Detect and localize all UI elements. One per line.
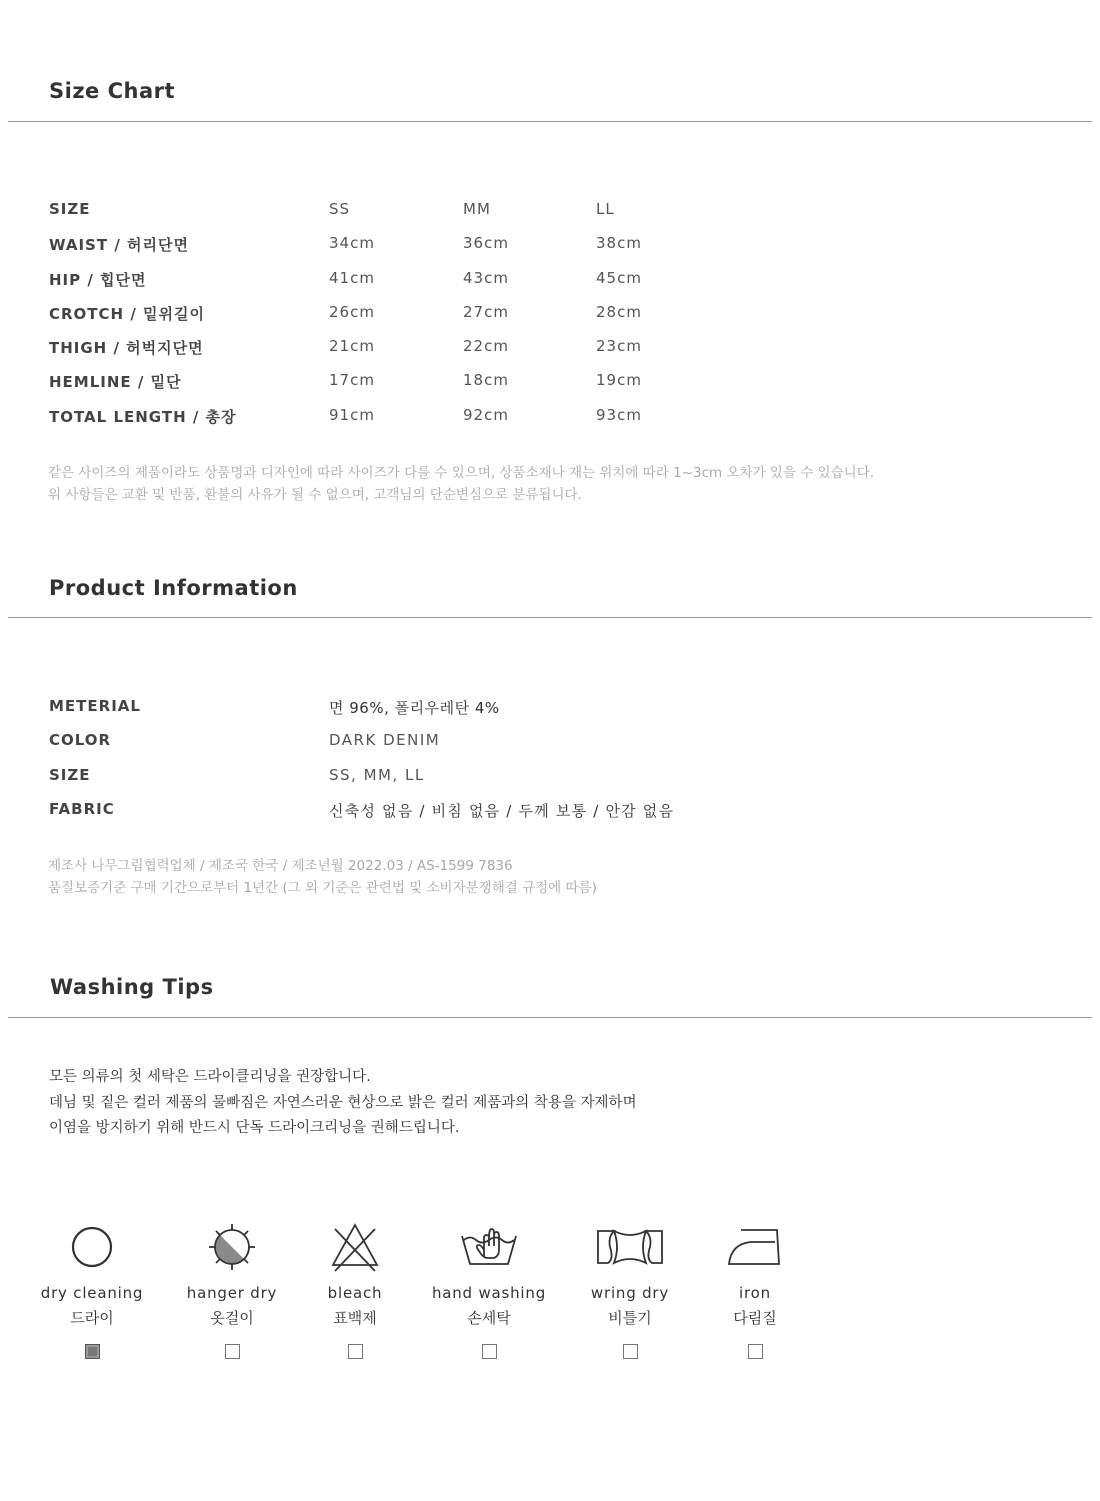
wash-checkbox[interactable] (482, 1344, 497, 1359)
info-value-color: DARK DENIM (329, 731, 441, 749)
hand-washing-icon (419, 1216, 559, 1278)
wash-label-en: iron (739, 1284, 771, 1302)
cell-mm: 18cm (463, 371, 509, 389)
wash-label-kr: 손세탁 (467, 1309, 511, 1327)
wash-item-wring-dry (560, 1216, 700, 1359)
wash-checkbox[interactable] (348, 1344, 363, 1359)
wash-checkbox[interactable] (748, 1344, 763, 1359)
washing-paragraph-1: 모든 의류의 첫 세탁은 드라이클리닝을 권장합니다. (49, 1069, 371, 1085)
info-label-fabric: FABRIC (49, 800, 115, 818)
product-note-1: 제조사 나무그림협력업체 / 제조국 한국 / 제조년월 2022.03 / AS-1599 7836 (48, 858, 513, 874)
wash-item-dry-cleaning (22, 1216, 162, 1359)
product-note-2: 품질보증기준 구매 기간으로부터 1년간 (그 외 기준은 관련법 및 소비자분쟁해결 규정에 따름) (48, 880, 597, 896)
info-label-material: METERIAL (49, 697, 141, 715)
info-label-color: COLOR (49, 731, 112, 749)
washing-paragraph-2: 데님 및 짙은 컬러 제품의 물빠짐은 자연스러운 현상으로 밝은 컬러 제품과의 착용을 자제하며 (49, 1094, 637, 1111)
cell-mm: 43cm (463, 269, 509, 287)
product-info-title: Product Information (49, 576, 298, 600)
wash-checkbox[interactable] (225, 1344, 240, 1359)
cell-mm: 36cm (463, 234, 509, 252)
cell-ss: 34cm (329, 234, 375, 252)
iron-icon (685, 1216, 825, 1278)
info-value-material: 면 96%, 폴리우레탄 4% (329, 699, 500, 717)
wring-dry-icon (560, 1216, 700, 1278)
divider (8, 121, 1092, 122)
size-header-label: SIZE (49, 200, 91, 218)
wash-item-iron (685, 1216, 825, 1359)
wash-checkbox[interactable] (623, 1344, 638, 1359)
divider (8, 1017, 1092, 1018)
divider (8, 617, 1092, 618)
row-label: CROTCH / 밑위길이 (49, 305, 205, 323)
wash-item-bleach (285, 1216, 425, 1359)
cell-ll: 19cm (596, 371, 642, 389)
size-note-2: 위 사항들은 교환 및 반품, 환불의 사유가 될 수 없으며, 고객님의 단순변심으로 분류됩니다. (48, 487, 582, 503)
size-header-mm: MM (463, 200, 491, 218)
info-value-size: SS, MM, LL (329, 766, 425, 784)
cell-ll: 28cm (596, 303, 642, 321)
wash-label-en: bleach (327, 1284, 383, 1302)
cell-ss: 91cm (329, 406, 375, 424)
cell-ll: 45cm (596, 269, 642, 287)
row-label: HIP / 힙단면 (49, 271, 147, 289)
wash-label-kr: 옷걸이 (210, 1309, 254, 1327)
cell-ll: 38cm (596, 234, 642, 252)
washing-tips-title: Washing Tips (50, 975, 214, 999)
dry-cleaning-icon (22, 1216, 162, 1278)
wash-label-en: wring dry (590, 1284, 670, 1302)
wash-label-kr: 드라이 (70, 1309, 114, 1327)
wash-label-kr: 표백제 (333, 1309, 377, 1327)
wash-label-en: hanger dry (186, 1284, 278, 1302)
row-label: TOTAL LENGTH / 총장 (49, 408, 237, 426)
cell-mm: 22cm (463, 337, 509, 355)
wash-item-hanger-dry (162, 1216, 302, 1359)
wash-item-hand-washing (419, 1216, 559, 1359)
row-label: THIGH / 허벅지단면 (49, 339, 204, 357)
row-label: HEMLINE / 밑단 (49, 373, 182, 391)
cell-ss: 17cm (329, 371, 375, 389)
info-label-size: SIZE (49, 766, 91, 784)
size-header-ss: SS (329, 200, 351, 218)
size-note-1: 같은 사이즈의 제품이라도 상품명과 디자인에 따라 사이즈가 다를 수 있으며, 상품소재나 재는 위치에 따라 1~3cm 오차가 있을 수 있습니다. (48, 465, 875, 481)
cell-ll: 93cm (596, 406, 642, 424)
bleach-icon (285, 1216, 425, 1278)
cell-ll: 23cm (596, 337, 642, 355)
cell-ss: 21cm (329, 337, 375, 355)
washing-paragraph-3: 이염을 방지하기 위해 반드시 단독 드라이크리닝을 권해드립니다. (49, 1120, 460, 1136)
row-label: WAIST / 허리단면 (49, 236, 189, 254)
size-header-ll: LL (596, 200, 615, 218)
wash-label-kr: 다림질 (733, 1309, 777, 1327)
cell-ss: 41cm (329, 269, 375, 287)
cell-mm: 27cm (463, 303, 509, 321)
cell-mm: 92cm (463, 406, 509, 424)
wash-label-en: dry cleaning (40, 1284, 144, 1302)
wash-label-en: hand washing (431, 1284, 547, 1302)
info-value-fabric: 신축성 없음 / 비침 없음 / 두께 보통 / 안감 없음 (329, 802, 675, 820)
size-chart-title: Size Chart (49, 79, 176, 103)
wash-checkbox[interactable] (85, 1344, 100, 1359)
wash-label-kr: 비틀기 (608, 1309, 652, 1327)
cell-ss: 26cm (329, 303, 375, 321)
hanger-dry-icon (162, 1216, 302, 1278)
